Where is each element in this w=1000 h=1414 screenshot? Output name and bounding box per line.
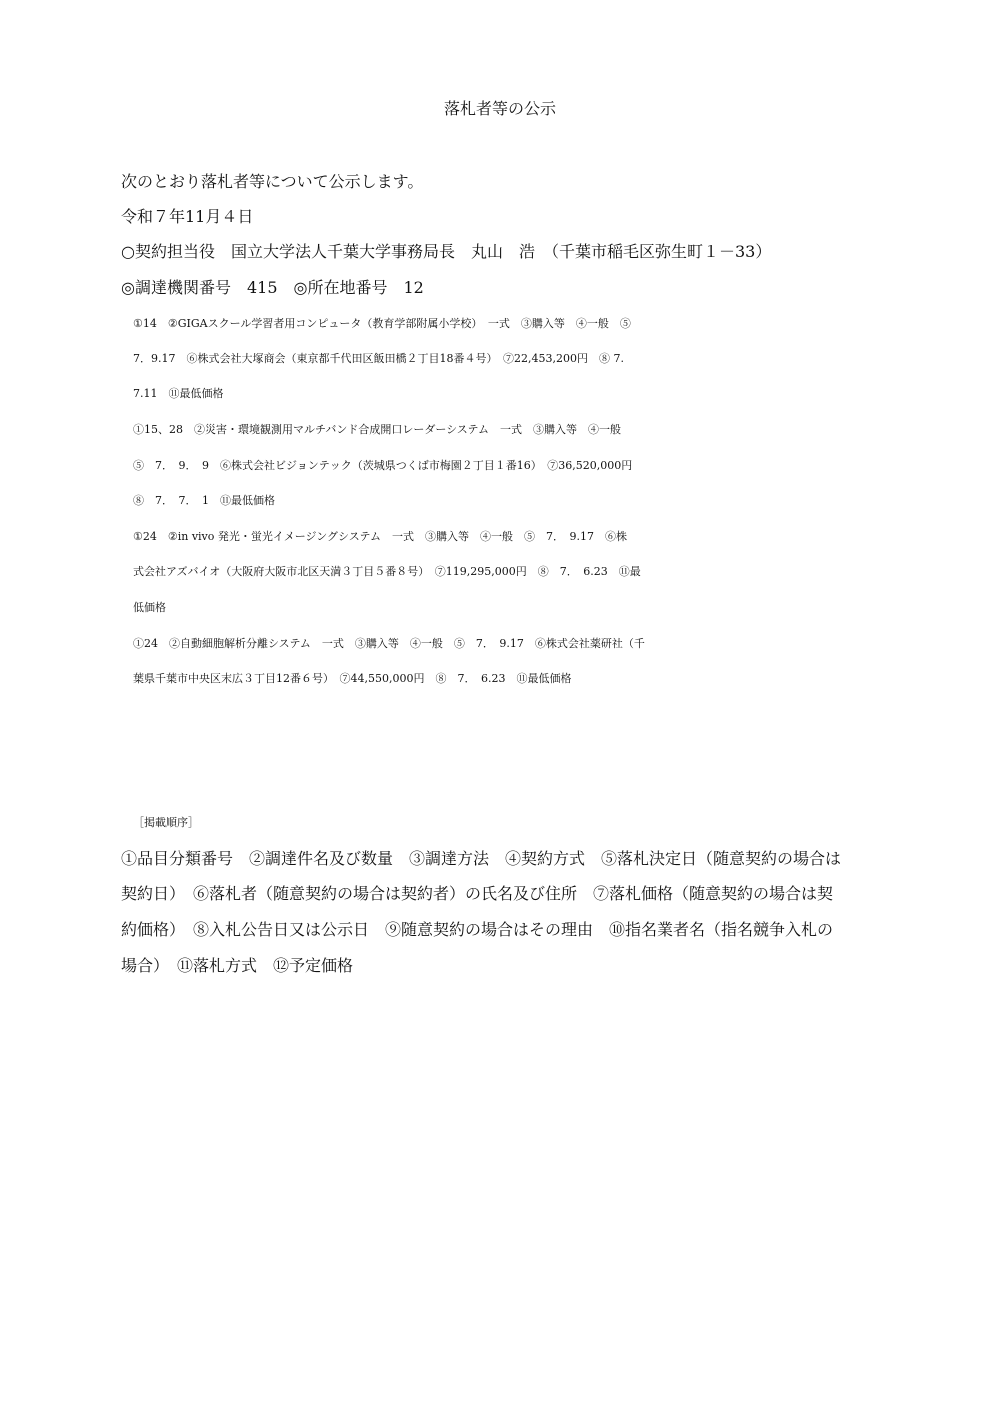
entry-4-line-2: 葉県千葉市中央区末広３丁目12番６号） ⑦44,550,000円 ⑧ 7． 6.23 ⑪最低価格 [133,672,572,685]
entry-2-line-3: ⑧ 7． 7． 1 ⑪最低価格 [133,494,275,507]
order-line-3: 約価格） ⑧入札公告日又は公示日 ⑨随意契約の場合はその理由 ⑩指名業者名（指名競争入札の [121,920,834,939]
intro-text: 次のとおり落札者等について公示します。 [121,172,424,191]
contract-officer: ○契約担当役 国立大学法人千葉大学事務局長 丸山 浩 （千葉市稲毛区弥生町１－33） [121,242,772,261]
entry-3-line-2: 式会社アズバイオ（大阪府大阪市北区天満３丁目５番８号） ⑦119,295,000円 ⑧ 7． 6.23 ⑪最 [133,565,641,578]
order-heading: ［掲載順序］ [133,816,199,829]
entry-4-line-1: ①24 ②自動細胞解析分離システム 一式 ③購入等 ④一般 ⑤ 7． 9.17 ⑥株式会社薬研社（千 [133,637,645,650]
publication-date: 令和７年11月４日 [121,207,254,226]
entry-3-line-1: ①24 ②in vivo 発光・蛍光イメージングシステム 一式 ③購入等 ④一般 ⑤ 7． 9.17 ⑥株 [133,530,627,543]
document-title: 落札者等の公示 [443,99,556,118]
entry-2-line-2: ⑤ 7． 9． 9 ⑥株式会社ビジョンテック（茨城県つくば市梅園２丁目１番16） ⑦36,520,000円 [133,459,633,472]
entry-2-line-1: ①15、28 ②災害・環境観測用マルチバンド合成開口レーダーシステム 一式 ③購入等 ④一般 [133,423,622,436]
entry-1-line-2: 7．9.17 ⑥株式会社大塚商会（東京都千代田区飯田橋２丁目18番４号） ⑦22,453,200円 ⑧ 7. [133,352,624,365]
order-line-1: ①品目分類番号 ②調達件名及び数量 ③調達方法 ④契約方式 ⑤落札決定日（随意契約の場合は [121,849,842,868]
entry-1-line-1: ①14 ②GIGAスクール学習者用コンピュータ（教育学部附属小学校） 一式 ③購入等 ④一般 ⑤ [133,317,631,330]
order-line-4: 場合） ⑪落札方式 ⑫予定価格 [121,956,354,975]
order-line-2: 契約日） ⑥落札者（随意契約の場合は契約者）の氏名及び住所 ⑦落札価格（随意契約の場合は契 [121,884,834,903]
entry-1-line-3: 7.11 ⑪最低価格 [133,387,224,400]
entry-3-line-3: 低価格 [133,601,166,614]
agency-codes: ◎調達機関番号 415 ◎所在地番号 12 [121,278,424,297]
